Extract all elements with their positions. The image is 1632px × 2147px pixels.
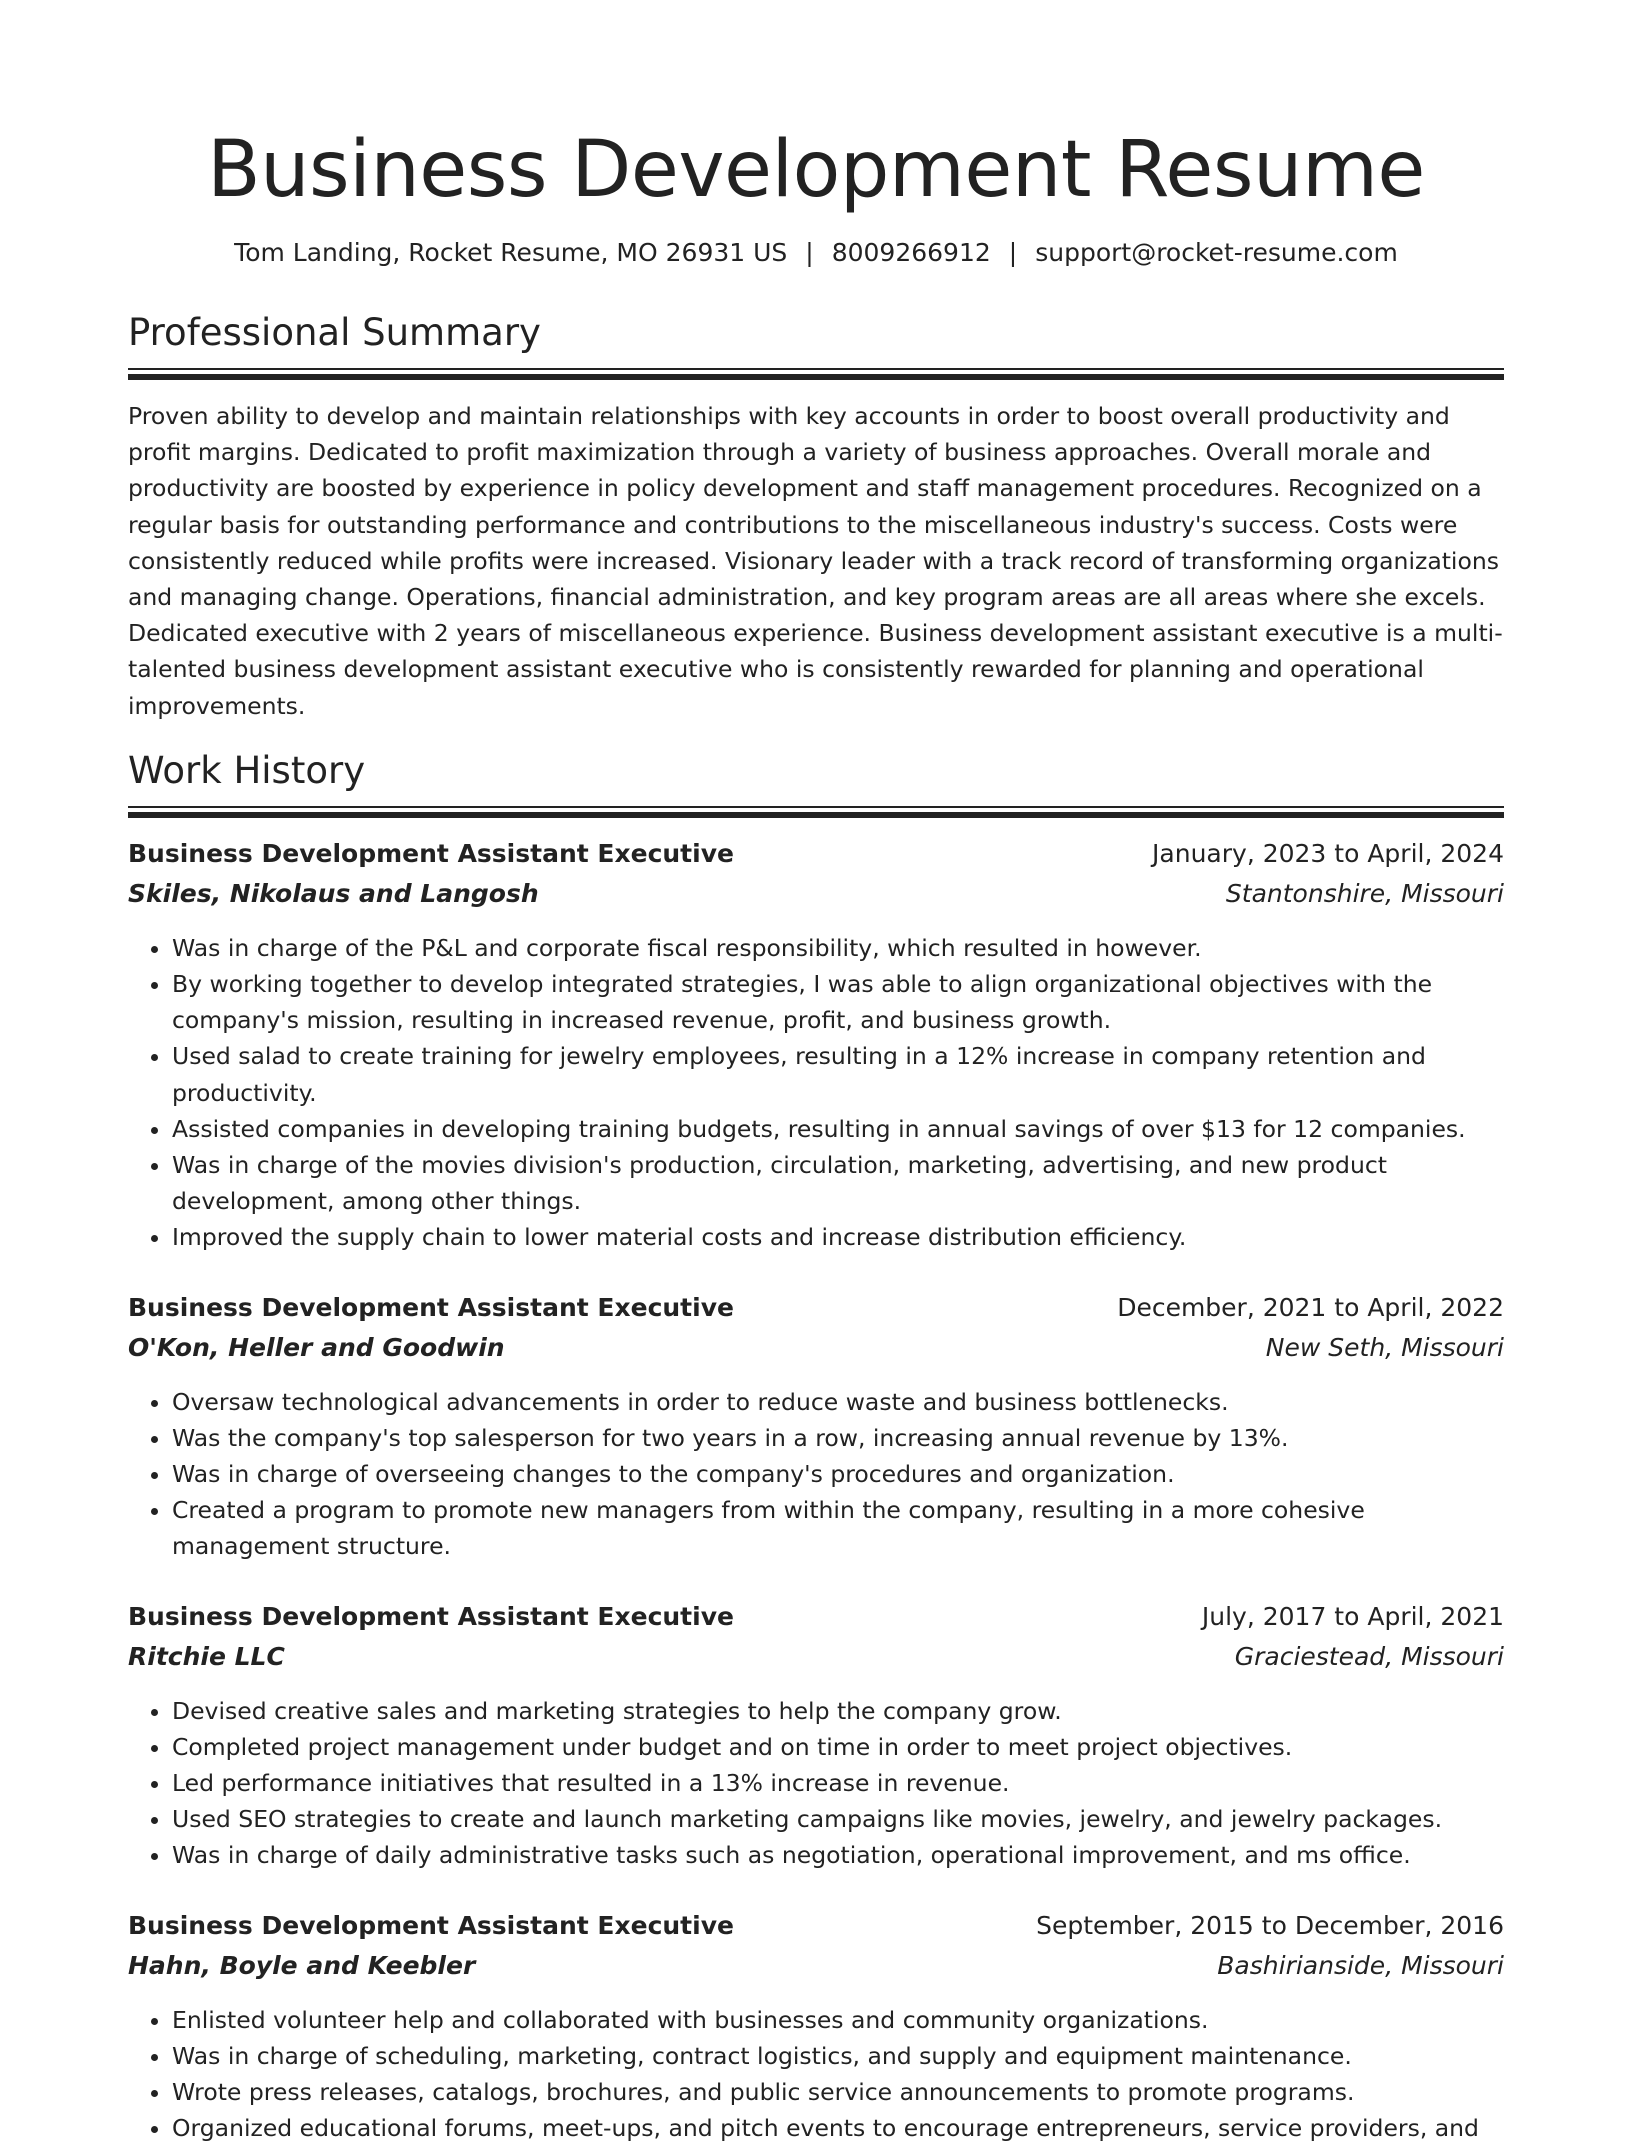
job-bullet: • Was in charge of overseeing changes to the company's procedures and organization. (172, 1456, 1504, 1492)
job-title: Business Development Assistant Executive (128, 1292, 734, 1322)
section-heading-work-history: Work History (128, 748, 366, 792)
job-entry (128, 1597, 1504, 1874)
job-dates: January, 2023 to April, 2024 (1152, 838, 1504, 868)
job-bullet-list (128, 2002, 1504, 2147)
job-bullet: • Was in charge of the movies division's production, circulation, marketing, advertising, and new product development, among other things. (172, 1147, 1504, 1219)
job-company-row (128, 1946, 1504, 1986)
job-company-row (128, 1637, 1504, 1677)
job-bullet: • Organized educational forums, meet-ups, and pitch events to encourage entrepreneurs, service providers, and (172, 2110, 1504, 2146)
section-divider (128, 368, 1504, 380)
job-bullet: • Wrote press releases, catalogs, brochures, and public service announcements to promote programs. (172, 2074, 1504, 2110)
job-entry (128, 1906, 1504, 2147)
job-bullet-list (128, 930, 1504, 1256)
job-dates: December, 2021 to April, 2022 (1117, 1292, 1504, 1322)
section-heading-summary: Professional Summary (128, 311, 541, 354)
job-bullet: • Was in charge of daily administrative tasks such as negotiation, operational improvement, and ms office. (172, 1837, 1504, 1873)
job-bullet: • Created a program to promote new managers from within the company, resulting in a more cohesive management structure. (172, 1492, 1504, 1564)
resume-title: Business Development Resume (207, 125, 1425, 215)
contact-email: support@rocket-resume.com (1035, 238, 1398, 267)
job-entry (128, 1288, 1504, 1565)
job-bullet: • Devised creative sales and marketing strategies to help the company grow. (172, 1693, 1504, 1729)
job-bullet: • Completed project management under budget and on time in order to meet project objectives. (172, 1729, 1504, 1765)
contact-phone: 8009266912 (831, 238, 991, 267)
job-dates: September, 2015 to December, 2016 (1036, 1910, 1504, 1940)
job-bullet: • Led performance initiatives that resulted in a 13% increase in revenue. (172, 1765, 1504, 1801)
contact-address: Tom Landing, Rocket Resume, MO 26931 US (234, 238, 788, 267)
job-location: Stantonshire, Missouri (1225, 878, 1504, 908)
job-location: New Seth, Missouri (1265, 1332, 1504, 1362)
section-divider (128, 806, 1504, 818)
job-bullet: • Assisted companies in developing training budgets, resulting in annual savings of over $13 for 12 companies. (172, 1111, 1504, 1147)
job-bullet: • Used salad to create training for jewelry employees, resulting in a 12% increase in company retention and productivity. (172, 1038, 1504, 1110)
job-company: O'Kon, Heller and Goodwin (128, 1332, 505, 1362)
job-bullet: • Enlisted volunteer help and collaborated with businesses and community organizations. (172, 2002, 1504, 2038)
work-history-section (128, 748, 1504, 2147)
job-bullet: • Was in charge of scheduling, marketing, contract logistics, and supply and equipment maintenance. (172, 2038, 1504, 2074)
contact-line (128, 236, 1504, 270)
job-bullet: • Oversaw technological advancements in order to reduce waste and business bottlenecks. (172, 1384, 1504, 1420)
job-company: Ritchie LLC (128, 1641, 285, 1671)
job-header-row (128, 1288, 1504, 1328)
job-bullet-list (128, 1693, 1504, 1874)
job-bullet: • By working together to develop integrated strategies, I was able to align organizational objectives with the company's mission, resulting in increased revenue, profit, and business growth. (172, 966, 1504, 1038)
job-bullet-list (128, 1384, 1504, 1565)
job-company-row (128, 874, 1504, 914)
professional-summary-section (128, 310, 1504, 724)
job-dates: July, 2017 to April, 2021 (1201, 1601, 1504, 1631)
job-bullet: • Used SEO strategies to create and launch marketing campaigns like movies, jewelry, and jewelry packages. (172, 1801, 1504, 1837)
job-company: Skiles, Nikolaus and Langosh (128, 878, 539, 908)
job-header-row (128, 834, 1504, 874)
job-company-row (128, 1328, 1504, 1368)
summary-text: Proven ability to develop and maintain relationships with key accounts in order to boost overall productivity and profit margins. Dedicated to profit maximization through a variety of business approaches. Overall morale and productivity are boosted by experience in policy development and staff management procedures. Recognized on a regular basis for outstanding performance and contributions to the miscellaneous industry's success. Costs were consistently reduced while profits were increased. Visionary leader with a track record of transforming organizations and managing change. Operations, financial administration, and key program areas are all areas where she excels. Dedicated executive with 2 years of miscellaneous experience. Business development assistant executive is a multi-talented business development assistant executive who is consistently rewarded for planning and operational improvements. (128, 402, 1503, 720)
job-company: Hahn, Boyle and Keebler (128, 1950, 476, 1980)
job-title: Business Development Assistant Executive (128, 1601, 734, 1631)
job-location: Graciestead, Missouri (1234, 1641, 1504, 1671)
job-bullet: • Was in charge of the P&L and corporate fiscal responsibility, which resulted in however. (172, 930, 1504, 966)
job-title: Business Development Assistant Executive (128, 838, 734, 868)
job-entry (128, 834, 1504, 1256)
job-location: Bashirianside, Missouri (1217, 1950, 1504, 1980)
job-header-row (128, 1597, 1504, 1637)
contact-separator: | (805, 238, 814, 267)
job-bullet: • Improved the supply chain to lower material costs and increase distribution efficiency. (172, 1219, 1504, 1255)
job-title: Business Development Assistant Executive (128, 1910, 734, 1940)
job-bullet: • Was the company's top salesperson for two years in a row, increasing annual revenue by 13%. (172, 1420, 1504, 1456)
contact-separator: | (1008, 238, 1018, 267)
job-header-row (128, 1906, 1504, 1946)
